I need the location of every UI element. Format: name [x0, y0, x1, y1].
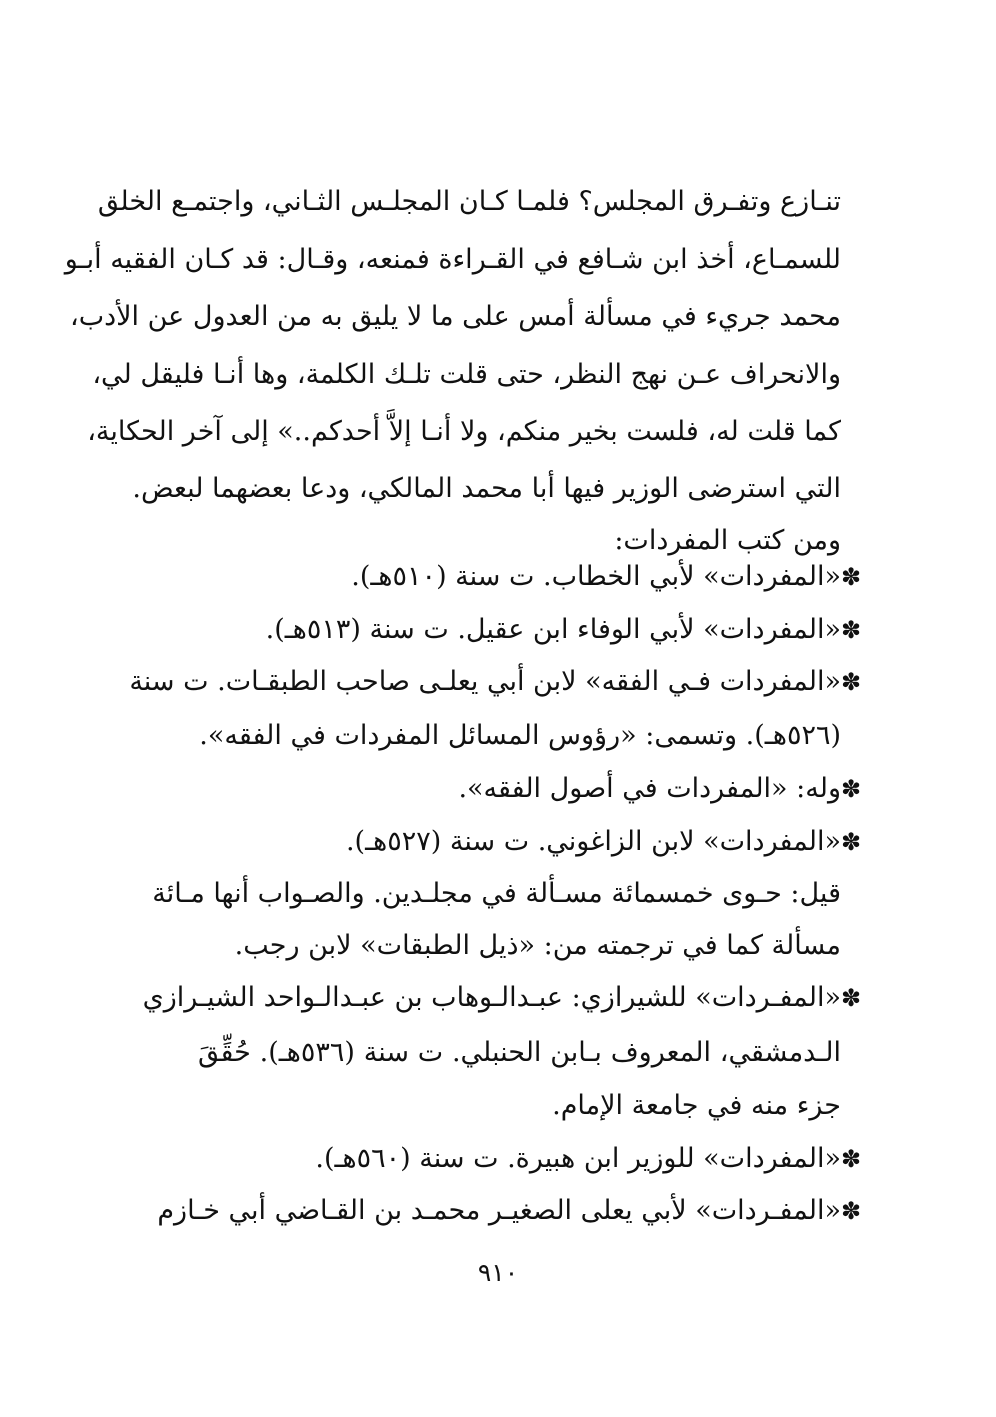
list-item: وله: «المفردات في أصول الفقه». — [458, 773, 841, 804]
bullet-star-icon: ✽ — [840, 984, 862, 1012]
list-item: «المفردات» لابن الزاغوني. ت سنة (٥٢٧هـ). — [345, 826, 841, 857]
bullet-star-icon: ✽ — [840, 1197, 862, 1225]
bullet-star-icon: ✽ — [840, 775, 862, 803]
note-line: قيل: حـوى خمسمائة مسـألة في مجلـدين. والصـواب أنها مـائة — [152, 878, 841, 909]
paragraph-line: للسمـاع، أخذ ابن شـافع في القـراءة فمنعه، وقـال: قد كـان الفقيه أبـو — [64, 244, 841, 275]
section-heading: ومن كتب المفردات: — [614, 525, 841, 556]
list-item: «المفردات» لأبي الوفاء ابن عقيل. ت سنة (٥١٣هـ). — [265, 614, 841, 645]
list-item-continuation: (٥٢٦هـ). وتسمى: «رؤوس المسائل المفردات في الفقه». — [199, 720, 841, 751]
paragraph-line: تنـازع وتفـرق المجلس؟ فلمـا كـان المجلـس الثـاني، واجتمـع الخلق — [97, 186, 841, 217]
bullet-star-icon: ✽ — [840, 1145, 862, 1173]
bullet-star-icon: ✽ — [840, 563, 862, 591]
list-item-continuation: جزء منه في جامعة الإمام. — [552, 1090, 841, 1121]
list-item: «المفـردات» للشيرازي: عبـدالـوهاب بن عبـدالـواحد الشيـرازي — [142, 982, 841, 1013]
bullet-star-icon: ✽ — [840, 828, 862, 856]
paragraph-line: محمد جريء في مسألة أمس على ما لا يليق به من العدول عن الأدب، — [69, 301, 841, 332]
list-item: «المفردات» لأبي الخطاب. ت سنة (٥١٠هـ). — [351, 561, 841, 592]
paragraph-line: كما قلت له، فلست بخير منكم، ولا أنـا إلاَّ أحدكم..» إلى آخر الحكاية، — [87, 416, 841, 447]
list-item-continuation: الـدمشقي، المعروف بـابن الحنبلي. ت سنة (٥٣٦هـ). حُقِّقَ — [198, 1037, 841, 1068]
list-item: «المفـردات» لأبي يعلى الصغيـر محمـد بن القـاضي أبي خـازم — [157, 1195, 841, 1226]
bullet-star-icon: ✽ — [840, 616, 862, 644]
list-item: «المفردات» للوزير ابن هبيرة. ت سنة (٥٦٠هـ). — [315, 1143, 841, 1174]
bullet-star-icon: ✽ — [840, 668, 862, 696]
paragraph-line: والانحراف عـن نهج النظر، حتى قلت تلـك الكلمة، وها أنـا فليقل لي، — [92, 359, 841, 390]
paragraph-line: التي استرضى الوزير فيها أبا محمد المالكي، ودعا بعضهما لبعض. — [132, 473, 841, 504]
list-item: «المفردات فـي الفقه» لابن أبي يعلـى صاحب الطبقـات. ت سنة — [129, 666, 841, 697]
page-number: ٩١٠ — [477, 1258, 519, 1287]
note-line: مسألة كما في ترجمته من: «ذيل الطبقات» لابن رجب. — [234, 930, 841, 961]
